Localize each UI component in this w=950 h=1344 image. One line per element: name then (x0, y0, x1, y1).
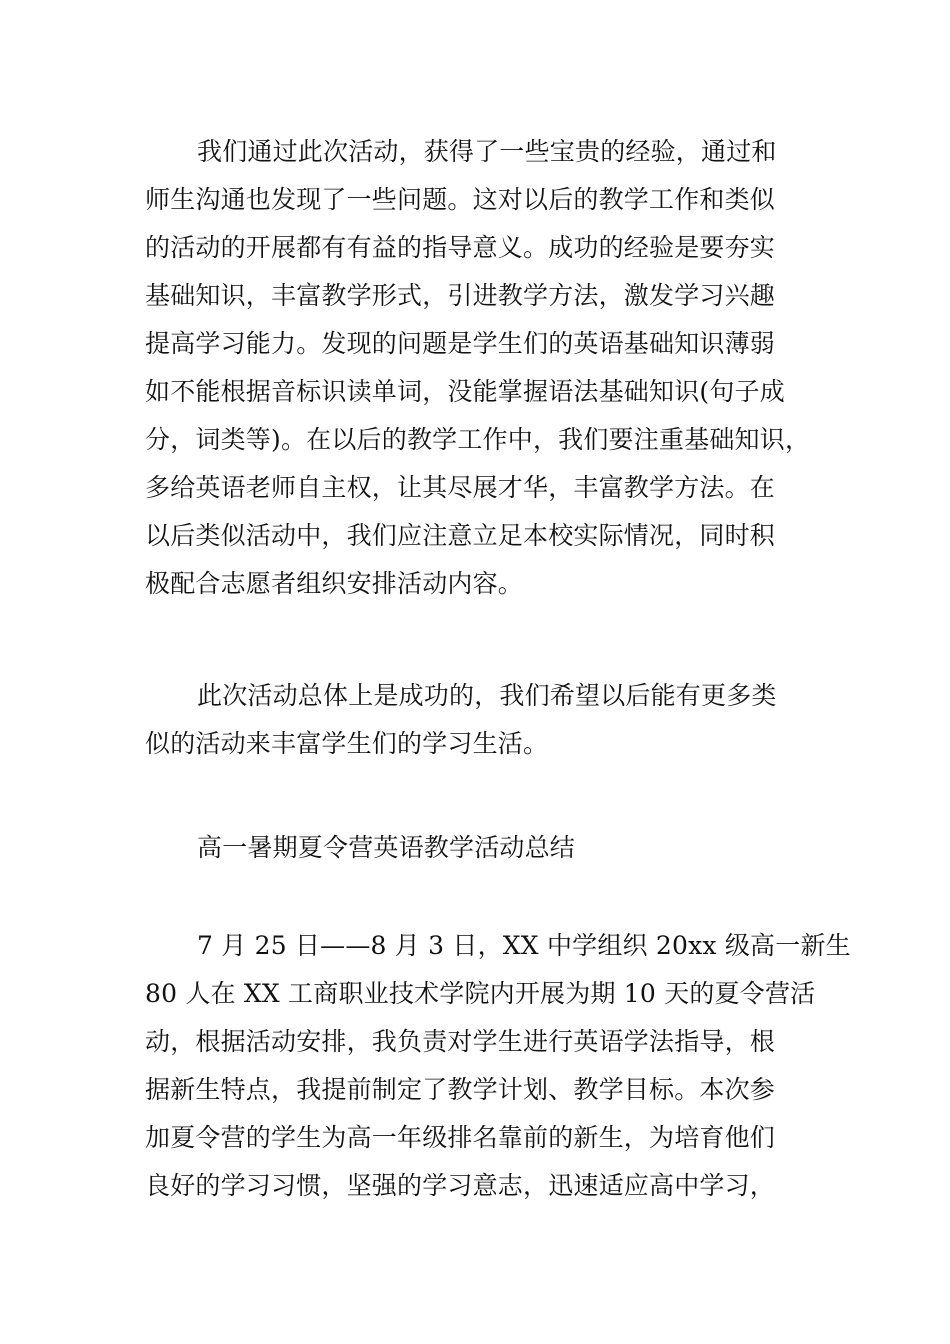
text-line: 7 月 25 日——8 月 3 日，XX 中学组织 20xx 级高一新生 (197, 931, 851, 960)
heading-text: 高一暑期夏令营英语教学活动总结 (197, 833, 576, 862)
text-line: 良好的学习习惯，坚强的学习意志，迅速适应高中学习， (145, 1171, 776, 1200)
text-line: 师生沟通也发现了一些问题。这对以后的教学工作和类似 (145, 185, 776, 214)
text-line: 的活动的开展都有有益的指导意义。成功的经验是要夯实 (145, 233, 776, 262)
text-line: 以后类似活动中，我们应注意立足本校实际情况，同时积 (145, 521, 776, 550)
text-line: 分，词类等)。在以后的教学工作中，我们要注重基础知识， (145, 425, 811, 454)
paragraph-experience (145, 128, 835, 608)
text-line: 加夏令营的学生为高一年级排名靠前的新生，为培育他们 (145, 1123, 776, 1152)
paragraph-conclusion (145, 672, 835, 768)
text-line: 提高学习能力。发现的问题是学生们的英语基础知识薄弱 (145, 329, 776, 358)
text-line: 此次活动总体上是成功的，我们希望以后能有更多类 (197, 681, 777, 710)
text-line: 我们通过此次活动，获得了一些宝贵的经验，通过和 (197, 137, 777, 166)
text-line: 据新生特点，我提前制定了教学计划、教学目标。本次参 (145, 1075, 776, 1104)
text-line: 基础知识，丰富教学形式，引进教学方法，激发学习兴趣 (145, 281, 776, 310)
text-line: 80 人在 XX 工商职业技术学院内开展为期 10 天的夏令营活 (145, 979, 816, 1008)
text-line: 如不能根据音标识读单词，没能掌握语法基础知识(句子成 (145, 377, 785, 406)
text-line: 多给英语老师自主权，让其尽展才华，丰富教学方法。在 (145, 473, 776, 502)
text-line: 动，根据活动安排，我负责对学生进行英语学法指导，根 (145, 1027, 776, 1056)
paragraph-camp-summary (145, 922, 851, 1210)
text-line: 极配合志愿者组织安排活动内容。 (145, 569, 524, 598)
text-line: 似的活动来丰富学生们的学习生活。 (145, 729, 549, 758)
section-heading (145, 824, 835, 872)
